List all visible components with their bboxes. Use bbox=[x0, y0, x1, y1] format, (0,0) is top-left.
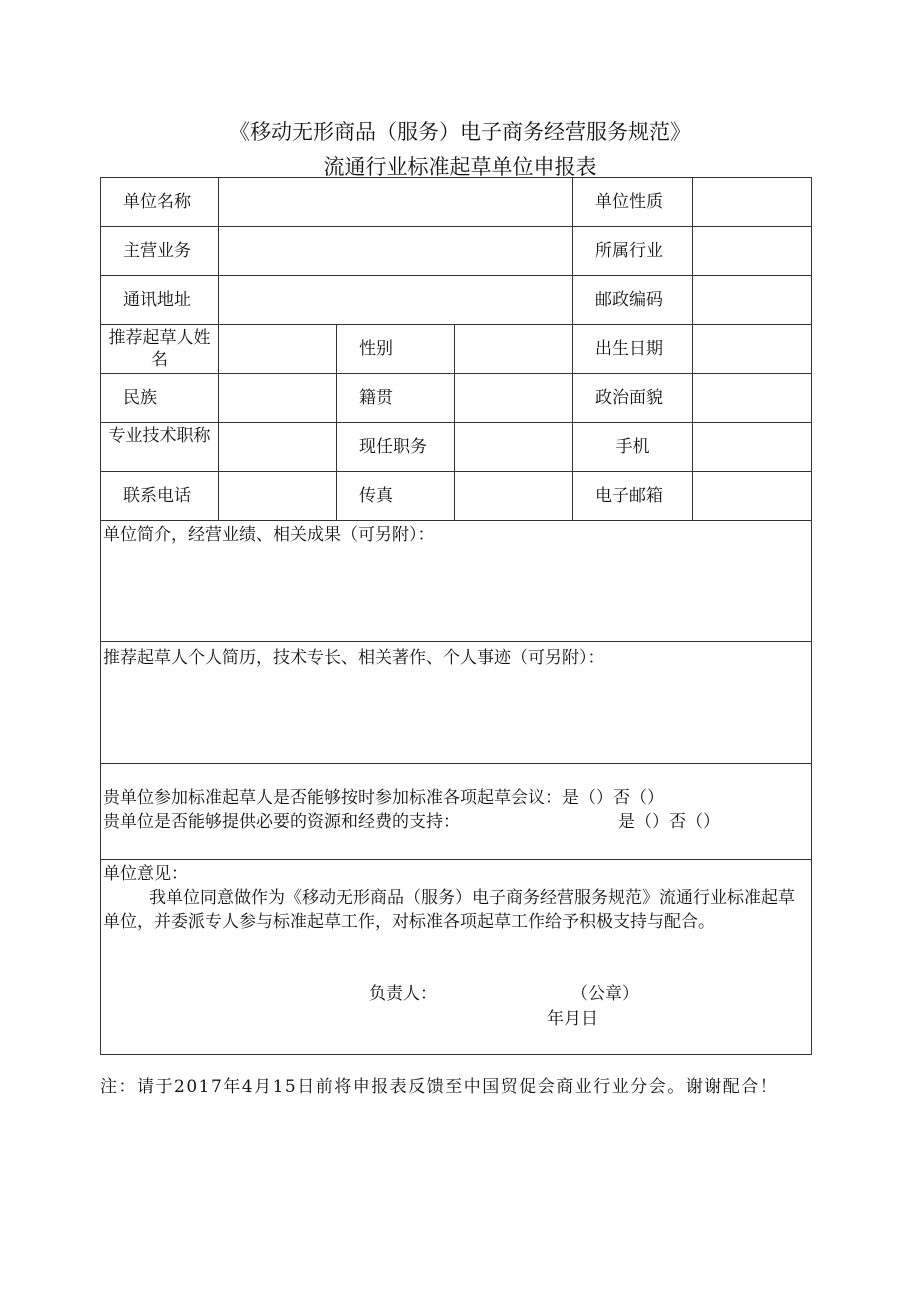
question-meetings bbox=[103, 786, 809, 810]
unit-nature-label: 单位性质 bbox=[573, 178, 693, 227]
unit-nature-input[interactable] bbox=[693, 178, 812, 227]
email-label: 电子邮箱 bbox=[573, 472, 693, 521]
address-label: 通讯地址 bbox=[101, 276, 219, 325]
seal-label: （公章） bbox=[571, 984, 639, 1004]
email-input[interactable] bbox=[693, 472, 812, 521]
ethnicity-label: 民族 bbox=[101, 374, 219, 423]
question-meetings-answer[interactable]: 是（）否（） bbox=[562, 788, 664, 808]
unit-opinion-section bbox=[101, 860, 812, 1055]
native-place-label: 籍贯 bbox=[337, 374, 455, 423]
question-resources-text: 贵单位是否能够提供必要的资源和经费的支持： bbox=[103, 812, 460, 832]
postcode-label: 邮政编码 bbox=[573, 276, 693, 325]
application-form-table bbox=[100, 177, 812, 1055]
opinion-label: 单位意见： bbox=[103, 864, 188, 884]
form-subtitle: 流通行业标准起草单位申报表 bbox=[323, 155, 597, 179]
fax-label: 传真 bbox=[337, 472, 455, 521]
tech-title-label: 专业技术职称 bbox=[101, 423, 219, 472]
question-meetings-text: 贵单位参加标准起草人是否能够按时参加标准各项起草会议： bbox=[103, 788, 562, 808]
mobile-label: 手机 bbox=[573, 423, 693, 472]
native-place-input[interactable] bbox=[455, 374, 573, 423]
phone-input[interactable] bbox=[219, 472, 337, 521]
unit-intro-section[interactable] bbox=[101, 521, 812, 642]
ethnicity-input[interactable] bbox=[219, 374, 337, 423]
unit-name-input[interactable] bbox=[219, 178, 573, 227]
current-position-input[interactable] bbox=[455, 423, 573, 472]
tech-title-input[interactable] bbox=[219, 423, 337, 472]
form-title: 《移动无形商品（服务）电子商务经营服务规范》 bbox=[229, 120, 691, 144]
main-business-input[interactable] bbox=[219, 227, 573, 276]
mobile-input[interactable] bbox=[693, 423, 812, 472]
unit-intro-label: 单位简介，经营业绩、相关成果（可另附）： bbox=[103, 525, 435, 545]
drafter-resume-section[interactable] bbox=[101, 642, 812, 764]
signature-area bbox=[103, 934, 809, 1029]
industry-input[interactable] bbox=[693, 227, 812, 276]
gender-label: 性别 bbox=[337, 325, 455, 374]
footnote: 注：请于2017年4月15日前将申报表反馈至中国贸促会商业行业分会。谢谢配合！ bbox=[100, 1077, 779, 1097]
drafter-name-label: 推荐起草人姓名 bbox=[101, 325, 219, 374]
commitment-section bbox=[101, 764, 812, 860]
opinion-text: 我单位同意做作为《移动无形商品（服务）电子商务经营服务规范》流通行业标准起草单位，并委派专人参与标准起草工作，对标准各项起草工作给予积极支持与配合。 bbox=[103, 888, 795, 932]
responsible-label: 负责人： bbox=[369, 984, 437, 1004]
date-label: 年月日 bbox=[547, 1009, 598, 1029]
drafter-resume-label: 推荐起草人个人简历，技术专长、相关著作、个人事迹（可另附）： bbox=[103, 648, 605, 668]
birth-date-input[interactable] bbox=[693, 325, 812, 374]
phone-label: 联系电话 bbox=[101, 472, 219, 521]
drafter-name-input[interactable] bbox=[219, 325, 337, 374]
postcode-input[interactable] bbox=[693, 276, 812, 325]
gender-input[interactable] bbox=[455, 325, 573, 374]
question-resources bbox=[103, 810, 809, 834]
main-business-label: 主营业务 bbox=[101, 227, 219, 276]
current-position-label: 现任职务 bbox=[337, 423, 455, 472]
political-status-label: 政治面貌 bbox=[573, 374, 693, 423]
unit-name-label: 单位名称 bbox=[101, 178, 219, 227]
birth-date-label: 出生日期 bbox=[573, 325, 693, 374]
address-input[interactable] bbox=[219, 276, 573, 325]
fax-input[interactable] bbox=[455, 472, 573, 521]
industry-label: 所属行业 bbox=[573, 227, 693, 276]
political-status-input[interactable] bbox=[693, 374, 812, 423]
question-resources-answer[interactable]: 是（）否（） bbox=[618, 812, 720, 832]
